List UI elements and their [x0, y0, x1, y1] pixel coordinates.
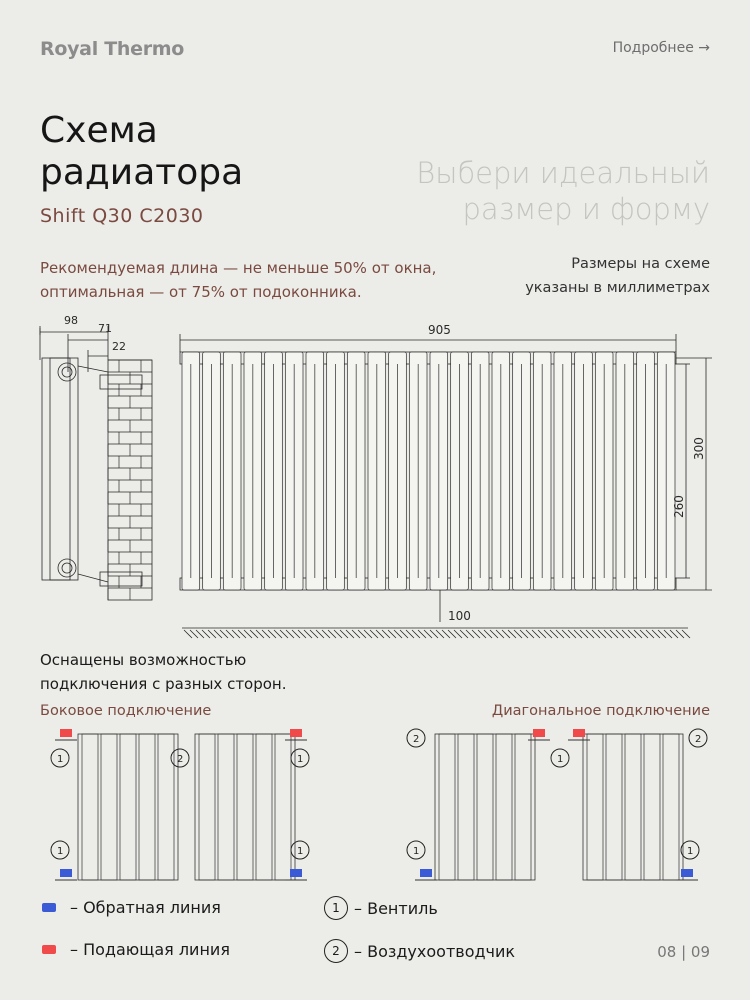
- connection-note: [40, 648, 287, 696]
- dim-axis: 260: [672, 495, 686, 518]
- mini-section: [218, 734, 234, 880]
- valve-color: [573, 729, 585, 737]
- dimension-note-line2: указаны в миллиметрах: [525, 280, 710, 296]
- marker-number: 1: [57, 754, 64, 765]
- valve-color: [290, 869, 302, 877]
- mini-section: [82, 734, 98, 880]
- mini-section: [256, 734, 272, 880]
- valve-color: [60, 729, 72, 737]
- valve-color: [60, 869, 72, 877]
- marker-number: 1: [297, 846, 304, 857]
- supply-swatch: [42, 945, 56, 954]
- legend-supply-label: – Подающая линия: [70, 940, 230, 959]
- dim-length: 905: [428, 323, 451, 337]
- connection-diagrams: [0, 722, 750, 892]
- valve-color: [420, 869, 432, 877]
- marker-number: 1: [687, 846, 694, 857]
- mini-section: [439, 734, 455, 880]
- mini-section: [625, 734, 641, 880]
- mini-section: [458, 734, 474, 880]
- mini-section: [477, 734, 493, 880]
- marker-number: 2: [695, 734, 702, 745]
- page-title-line2: радиатора: [40, 152, 244, 193]
- air-vent-marker-icon: 2: [324, 939, 348, 963]
- side-connection-label: Боковое подключение: [40, 703, 212, 719]
- tagline-line1: Выбери идеальный: [416, 156, 710, 190]
- model-name: Shift Q30 C2030: [40, 205, 204, 227]
- radiator-drawing: [0, 300, 750, 645]
- diagonal-connection-label: Диагональное подключение: [491, 703, 710, 719]
- marker-number: 1: [557, 754, 564, 765]
- legend-return: [42, 898, 221, 917]
- marker-number: 2: [413, 734, 420, 745]
- mini-section: [587, 734, 603, 880]
- marker-number: 1: [57, 846, 64, 857]
- dimension-note: [525, 252, 710, 300]
- valve-color: [681, 869, 693, 877]
- mini-section: [663, 734, 679, 880]
- brand-logo: Royal Thermo: [40, 38, 185, 60]
- mini-radiator: [583, 734, 683, 880]
- recommendation-text: [40, 256, 460, 304]
- mini-radiator: [435, 734, 535, 880]
- connection-note-line2: подключения с разных сторон.: [40, 675, 287, 693]
- mini-section: [275, 734, 291, 880]
- return-swatch: [42, 903, 56, 912]
- dim-offset: 22: [112, 340, 126, 353]
- mini-section: [199, 734, 215, 880]
- dimension-note-line1: Размеры на схеме: [571, 256, 710, 272]
- dim-depth: 98: [64, 314, 78, 327]
- dim-floor: 100: [448, 609, 471, 623]
- valve-color: [290, 729, 302, 737]
- dim-height: 300: [692, 437, 706, 460]
- page-number: 08 | 09: [657, 943, 710, 961]
- dim-bracket: 71: [98, 322, 112, 335]
- mini-section: [515, 734, 531, 880]
- legend-return-label: – Обратная линия: [70, 898, 221, 917]
- mini-section: [139, 734, 155, 880]
- legend-air-vent-label: – Воздухоотводчик: [354, 941, 516, 961]
- tagline: [416, 155, 710, 227]
- legend-valve-label: – Вентиль: [354, 898, 438, 918]
- connection-note-line1: Оснащены возможностью: [40, 651, 247, 669]
- recommendation-line1: Рекомендуемая длина — не меньше 50% от окна,: [40, 259, 437, 277]
- page-title: [40, 110, 243, 194]
- marker-number: 1: [297, 754, 304, 765]
- recommendation-line2: оптимальная — от 75% от подоконника.: [40, 283, 362, 301]
- valve-marker-icon: 1: [324, 896, 348, 920]
- valve-color: [533, 729, 545, 737]
- page-title-line1: Схема: [40, 110, 158, 151]
- mini-section: [101, 734, 117, 880]
- legend-air-vent: [324, 939, 515, 963]
- tagline-line2: размер и форму: [462, 192, 710, 226]
- marker-number: 2: [177, 754, 184, 765]
- mini-section: [496, 734, 512, 880]
- mini-section: [644, 734, 660, 880]
- mini-radiator: [195, 734, 295, 880]
- mini-section: [120, 734, 136, 880]
- legend-supply: [42, 940, 230, 959]
- legend-valve: [324, 896, 438, 920]
- mini-section: [606, 734, 622, 880]
- mini-section: [237, 734, 253, 880]
- marker-number: 1: [413, 846, 420, 857]
- more-link[interactable]: Подробнее →: [612, 40, 710, 56]
- mini-radiator: [78, 734, 178, 880]
